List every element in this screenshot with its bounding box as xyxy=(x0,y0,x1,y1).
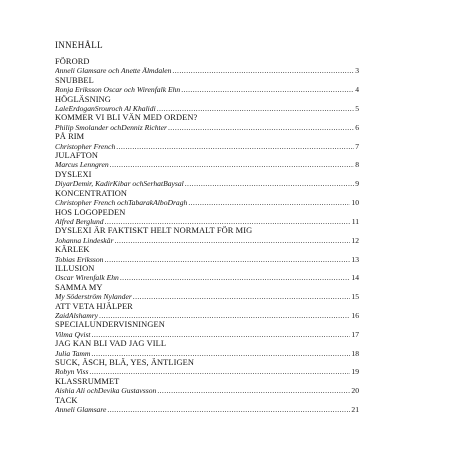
dot-leader xyxy=(188,198,350,207)
dot-leader xyxy=(105,217,351,226)
toc-entry-page-number: 16 xyxy=(351,310,359,320)
toc-list xyxy=(55,57,359,414)
toc-entry xyxy=(55,113,359,132)
toc-entry-page-number: 12 xyxy=(351,235,359,245)
toc-entry-heading: PÅ RIM xyxy=(55,132,85,142)
toc-entry-heading: SUCK, ÄSCH, BLÄ, YES, ÄNTLIGEN xyxy=(55,358,195,367)
toc-entry-author: Ronja Eriksson Oscar och Wirenfalk Ehn xyxy=(55,85,181,95)
toc-entry xyxy=(55,76,359,95)
toc-entry-line xyxy=(55,349,359,358)
toc-entry xyxy=(55,95,359,114)
page-title: INNEHÅLL xyxy=(55,40,103,50)
toc-entry xyxy=(55,57,359,76)
toc-entry xyxy=(55,132,359,151)
toc-entry-author: Christopher French ochTabarakAlboDragh xyxy=(55,198,188,208)
toc-entry-heading: FÖRORD xyxy=(55,57,90,66)
toc-entry-author: Anneli Glamsare xyxy=(55,405,107,415)
toc-entry xyxy=(55,320,359,339)
toc-entry xyxy=(55,189,359,208)
toc-entry-line xyxy=(55,123,359,132)
toc-entry-page-number: 11 xyxy=(351,216,359,226)
toc-entry-line xyxy=(55,367,359,376)
toc-entry-page-number: 21 xyxy=(351,405,359,415)
toc-entry-heading: ATT VETA HJÄLPER xyxy=(55,301,133,311)
dot-leader xyxy=(116,142,354,151)
toc-entry-heading: DYSLEXI xyxy=(55,169,92,179)
toc-entry-line xyxy=(55,142,359,151)
toc-entry-line xyxy=(55,386,359,395)
dot-leader xyxy=(157,104,355,113)
toc-entry xyxy=(55,377,359,396)
dot-leader xyxy=(89,367,350,376)
dot-leader xyxy=(104,255,350,264)
toc-entry-line xyxy=(55,292,359,301)
toc-entry-heading: KÄRLEK xyxy=(55,245,90,255)
toc-entry-line xyxy=(55,160,359,169)
toc-entry-page-number: 9 xyxy=(355,179,359,189)
toc-entry-line xyxy=(55,405,359,414)
toc-entry-line xyxy=(55,85,359,94)
toc-entry-line xyxy=(55,66,359,75)
toc-entry-page-number: 5 xyxy=(355,104,359,114)
toc-entry-author: Robyn Viss xyxy=(55,367,89,377)
toc-entry-author: Christopher French xyxy=(55,141,116,151)
toc-entry-line xyxy=(55,217,359,226)
toc-entry-page-number: 17 xyxy=(351,329,359,339)
dot-leader xyxy=(185,179,354,188)
toc-entry-line xyxy=(55,273,359,282)
toc-entry xyxy=(55,226,359,245)
toc-entry-author: Vilma Qvist xyxy=(55,329,91,339)
dot-leader xyxy=(172,66,354,75)
toc-entry-heading: TACK xyxy=(55,395,78,405)
toc-entry xyxy=(55,245,359,264)
dot-leader xyxy=(99,311,350,320)
toc-entry-author: Philip Smolander ochDenniz Richter xyxy=(55,122,167,132)
toc-entry-page-number: 14 xyxy=(351,273,359,283)
toc-entry-line xyxy=(55,179,359,188)
toc-entry xyxy=(55,396,359,415)
toc-entry-page-number: 3 xyxy=(355,66,359,76)
toc-entry xyxy=(55,283,359,302)
toc-entry-line xyxy=(55,330,359,339)
toc-entry-author: Alfred Berglund xyxy=(55,216,104,226)
toc-entry-heading: KONCENTRATION xyxy=(55,188,128,198)
toc-entry-page-number: 7 xyxy=(355,141,359,151)
dot-leader xyxy=(92,330,351,339)
toc-entry-author: Anneli Glamsare och Anette Älmdalen xyxy=(55,66,172,76)
toc-entry-line xyxy=(55,104,359,113)
dot-leader xyxy=(168,123,354,132)
toc-entry-page-number: 6 xyxy=(355,122,359,132)
toc-entry-author: LaleErdoganSrouroch Al Khalidi xyxy=(55,104,156,114)
toc-entry-page-number: 13 xyxy=(351,254,359,264)
toc-entry-page-number: 15 xyxy=(351,292,359,302)
toc-entry-heading: JULAFTON xyxy=(55,151,98,161)
dot-leader xyxy=(133,292,351,301)
toc-entry-heading: ILLUSION xyxy=(55,263,95,273)
toc-entry-author: Aishia Ali ochDevika Gustavsson xyxy=(55,386,157,396)
toc-entry xyxy=(55,170,359,189)
toc-entry-author: My Söderström Nylander xyxy=(55,292,132,302)
toc-entry-heading: KLASSRUMMET xyxy=(55,376,120,386)
toc-entry-heading: JAG KAN BLI VAD JAG VILL xyxy=(55,339,167,349)
toc-entry-author: DiyarDemir, KadirKibar ochSerhatBaysal xyxy=(55,179,184,189)
toc-entry-page-number: 8 xyxy=(355,160,359,170)
toc-entry-page-number: 10 xyxy=(351,198,359,208)
toc-entry-page-number: 18 xyxy=(351,348,359,358)
toc-entry-page-number: 4 xyxy=(355,85,359,95)
toc-entry-line xyxy=(55,255,359,264)
dot-leader xyxy=(114,236,350,245)
dot-leader xyxy=(181,85,354,94)
toc-entry xyxy=(55,151,359,170)
dot-leader xyxy=(157,386,350,395)
toc-entry xyxy=(55,208,359,227)
dot-leader xyxy=(107,405,350,414)
toc-entry-heading: HOS LOGOPEDEN xyxy=(55,207,126,217)
toc-entry-heading: SAMMA MY xyxy=(55,282,103,292)
toc-entry-page-number: 20 xyxy=(351,386,359,396)
toc-entry xyxy=(55,339,359,358)
toc-entry-page-number: 19 xyxy=(351,367,359,377)
toc-entry-line xyxy=(55,198,359,207)
dot-leader xyxy=(110,160,355,169)
dot-leader xyxy=(91,349,350,358)
toc-entry-heading: SPECIALUNDERVISNINGEN xyxy=(55,320,165,330)
toc-entry xyxy=(55,302,359,321)
toc-entry xyxy=(55,264,359,283)
toc-entry-line xyxy=(55,311,359,320)
toc-entry-author: ZaidAlshamry xyxy=(55,310,99,320)
toc-entry-author: Oscar Wirenfalk Ehn xyxy=(55,273,119,283)
toc-entry-author: Marcus Lenngren xyxy=(55,160,109,170)
toc-entry-heading: SNUBBEL xyxy=(55,75,94,85)
toc-entry-author: Julia Tamm xyxy=(55,348,91,358)
toc-entry-author: Tobias Eriksson xyxy=(55,254,104,264)
toc-entry xyxy=(55,358,359,377)
dot-leader xyxy=(120,273,351,282)
toc-entry-heading: KOMMER VI BLI VÄN MED ORDEN? xyxy=(55,113,198,123)
toc-entry-line xyxy=(55,236,359,245)
toc-entry-heading: HÖGLÄSNING xyxy=(55,94,111,104)
toc-entry-author: Johanna Lindeskär xyxy=(55,235,114,245)
toc-entry-heading: DYSLEXI ÄR FAKTISKT HELT NORMALT FÖR MIG xyxy=(55,226,253,236)
